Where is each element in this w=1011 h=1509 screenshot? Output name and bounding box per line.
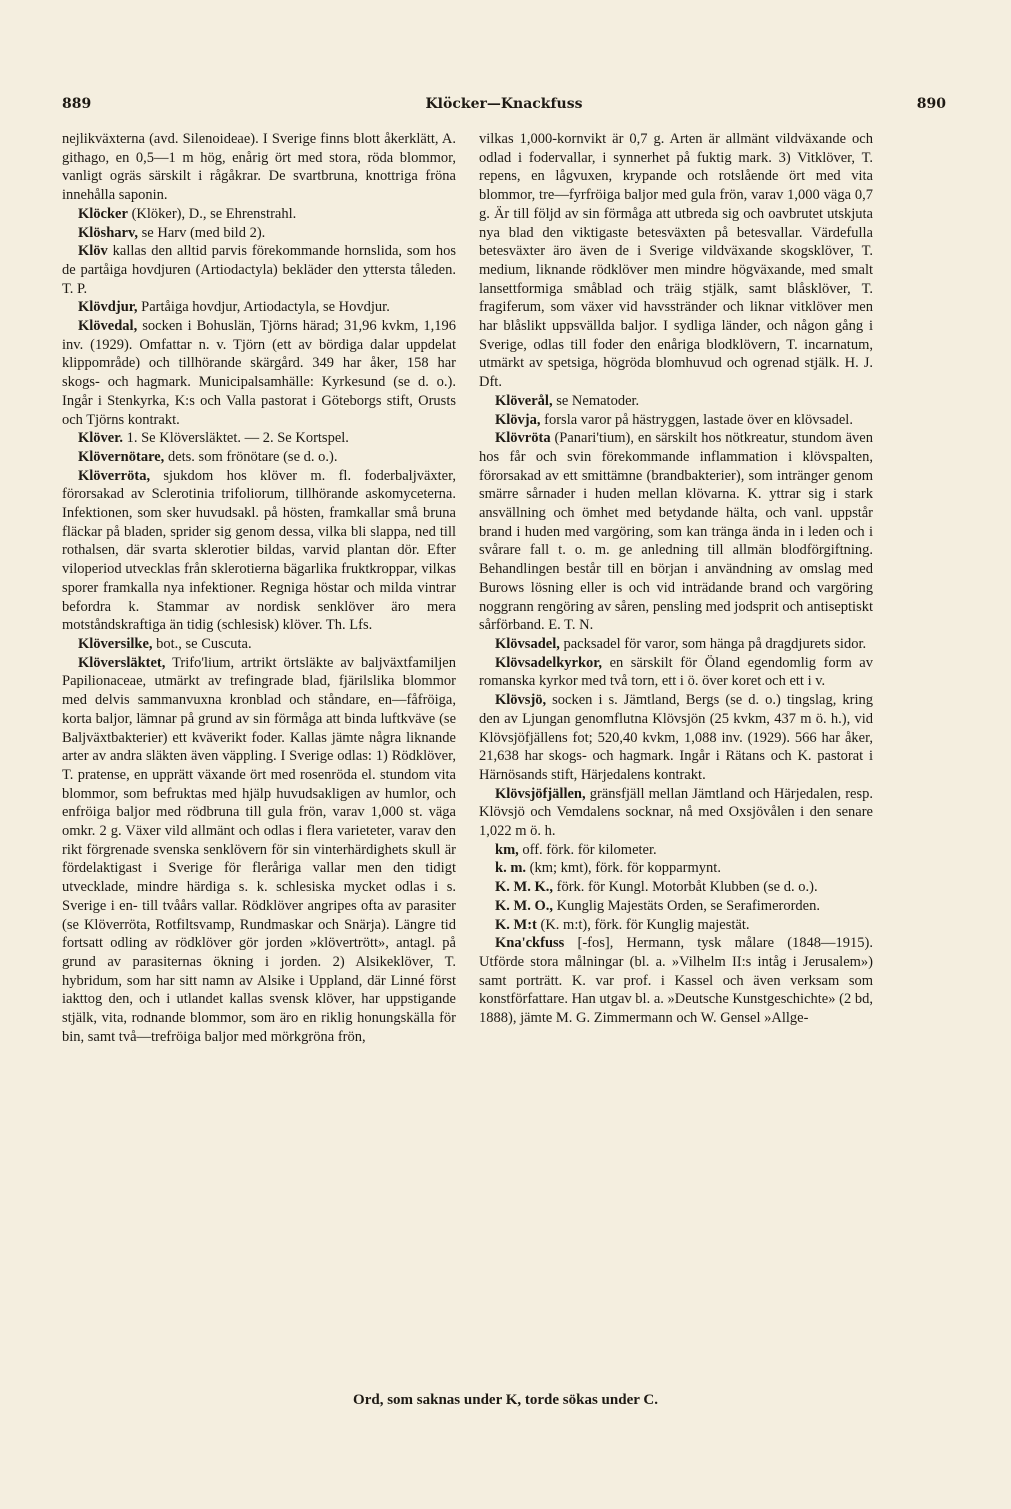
entry <box>479 411 873 430</box>
entry-headword: Klöverröta, <box>78 467 151 484</box>
entry-headword: km, <box>495 841 519 858</box>
entry-headword: Klöverål, <box>495 392 553 409</box>
entry-headword: Klövsadel, <box>495 635 560 652</box>
entry-headword: K. M. O., <box>495 897 553 914</box>
entry <box>479 392 873 411</box>
entry-text: Partåiga hovdjur, Artiodactyla, se Hovdjur. <box>137 299 390 316</box>
entry <box>62 448 456 467</box>
entry-text: se Harv (med bild 2). <box>138 224 266 241</box>
entry <box>62 429 456 448</box>
entry <box>62 224 456 243</box>
entry <box>479 635 873 654</box>
entry-text: nejlikväxterna (avd. Silenoideae). I Sverige finns blott åkerklätt, A. githago, en 0,5—1 m hög, enårig ört med stora, röda blommor, vanligt ogräs särskilt i rågåkrar. De svartbruna, knottriga fröna innehålla saponin. <box>62 131 456 204</box>
entry-headword: K. M. K., <box>495 879 553 896</box>
entry-headword: Klövja, <box>495 411 541 428</box>
entry-headword: Klövsjöfjällen, <box>495 785 586 802</box>
entry <box>62 654 456 1047</box>
entry-text: gränsfjäll mellan Jämtland och Härjedalen, resp. Klövsjö och Vemdalens socknar, nå med Oxsjövålen i den senare 1,022 m ö. h. <box>479 785 873 840</box>
entry-headword: Klövdjur, <box>78 299 138 316</box>
entry <box>62 317 456 429</box>
entry-text: bot., se Cuscuta. <box>152 635 252 652</box>
entry-headword: Klövröta <box>495 430 551 447</box>
entry-text: off. förk. för kilometer. <box>518 841 657 858</box>
entry-headword: Klövsadelkyrkor, <box>495 654 603 671</box>
entry <box>479 654 873 691</box>
entry-text: (K. m:t), förk. för Kunglig majestät. <box>536 916 750 933</box>
entry <box>479 859 873 878</box>
footer-note: Ord, som saknas under K, torde sökas under C. <box>353 1392 658 1408</box>
entry-headword: Kna'ckfuss <box>495 935 565 952</box>
entry-text: socken i s. Jämtland, Bergs (se d. o.) tingslag, kring den av Ljungan genomflutna Klövsjön (25 kvkm, 437 m ö. h.), vid Klövsjöfjällens fot; 520,40 kvkm, 1,088 inv. (1929). 566 har åker, 21,638 har skogs- och hagmark. Ingår i Rätans och K. pastorat i Härnösands stift, Härjedalens kontrakt. <box>479 692 873 783</box>
entry-text: packsadel för varor, som hänga på dragdjurets sidor. <box>559 635 867 652</box>
left-column <box>62 130 456 1046</box>
entry-headword: Klöversilke, <box>78 635 153 652</box>
entry-headword: k. m. <box>495 860 527 877</box>
entry-text: förk. för Kungl. Motorbåt Klubben (se d. o.). <box>553 879 818 896</box>
page-number-right: 890 <box>916 96 946 112</box>
entry <box>479 130 873 392</box>
entry-text: Kunglig Majestäts Orden, se Serafimerorden. <box>553 897 820 914</box>
entry-headword: Klövedal, <box>78 318 138 335</box>
entry-text: (km; kmt), förk. för kopparmynt. <box>526 860 721 877</box>
entry <box>479 897 873 916</box>
entry-text: kallas den alltid parvis förekommande hornslida, som hos de partåiga hovdjuren (Artiodactyla) bekläder den yttersta tåleden. T. P. <box>62 243 456 297</box>
entry-text: [-fos], Hermann, tysk målare (1848—1915). Utförde stora målningar (bl. a. »Vilhelm II:s intåg i Jerusalem») samt porträtt. K. var prof. i Kassel och även verksam som konstförfattare. Han utgav bl. a. »Deutsche Kunstgeschichte» (2 bd, 1888), jämte M. G. Zimmermann och W. Gensel »Allge- <box>479 935 873 1027</box>
entry <box>62 205 456 224</box>
entry <box>62 467 456 635</box>
entry-text: dets. som frönötare (se d. o.). <box>164 448 338 465</box>
entry-headword: Klöv <box>78 243 108 260</box>
entry <box>479 691 873 785</box>
page-number-left: 889 <box>62 96 92 112</box>
entry-headword: Klövsjö, <box>495 692 547 709</box>
entry-text: en särskilt för Öland egendomlig form av romanska kyrkor med två torn, ett i ö. över koret och ett i v. <box>479 654 873 690</box>
entry-headword: K. M:t <box>495 916 537 933</box>
entry-text: sjukdom hos klöver m. fl. foderbaljväxter, förorsakad av Sclerotinia trifoliorum, tillhörande askomyceterna. Infektionen, som sker huvudsakl. på hösten, framkallar små bruna fläckar på bladen, sprider sig genom dessa, vilka bli slappa, ned till rothalsen, där svarta sklerotier bildas, varvid plantan dör. Efter viloperiod utvecklas från sklerotierna bägarlika fruktkroppar, vilkas sporer framkalla nya infektioner. Regniga höstar och milda vintrar befordra k. Stammar av nordisk senklöver äro mera motståndskraftiga än tidig (schlesisk) klöver. Th. Lfs. <box>62 467 456 634</box>
entry-text: vilkas 1,000-kornvikt är 0,7 g. Arten är allmänt vildväxande och odlad i fodervallar, i synnerhet på fuktig mark. 3) Vitklöver, T. repens, en lågvuxen, krypande och rotslående ört med vita blommor, tre—fyrfröiga baljor med gula frön, varav 1,000 väga 0,7 g. Är till följd av sin förmåga att utbreda sig och oavbrutet utskjuta nya blad den viktigaste betesväxten på betesvallar. Värdefulla betesväxter äro även de i Sverige vildväxande skogsklöver, T. medium, liknande rödklöver men mindre högväxande, med smalt lansettformiga småblad och träig stjälk, samt blåsklöver, T. fragiferum, som växer vid havsstränder och liknar vitklöver men har blåslikt uppsvällda baljor. I sydliga länder, och någon gång i Sverige, odlas till foder den enåriga blodklövern, T. incarnatum, utmärkt av spetsiga, högröda blomhuvud och ogrenad stjälk. H. J. Dft. <box>479 131 873 391</box>
entry-headword: Klösharv, <box>78 224 139 241</box>
entry-text: Trifo'lium, artrikt örtsläkte av baljväxtfamiljen Papilionaceae, utmärkt av trefingrade blad, fjärilslika blommor med delvis sammanvuxna kronblad och ståndare, en—fåfröiga, korta baljor, lämnar på grund av sin förmåga att binda luftkväve (se Baljväxtbakterier) ett kväverikt foder. Kallas jämte några liknande arter av andra släkten även väppling. I Sverige odlas: 1) Rödklöver, T. pratense, en upprätt växande ört med rosenröda el. stundom vita blommor, som befruktas med hjälp huvudsakligen av humlor, och enfröiga baljor med rödbruna till gula frön, varav 1,000 st. väga omkr. 2 g. Växer vild allmänt och odlas i flera varieteter, varav den rikt förgrenade svenska senklövern för sin vinterhärdighets skull är fördelaktigast i Sverige för fleråriga vallar men den tidigt utvecklade, mindre härdiga s. k. schlesiska mycket odlas i s. Sverige i en- till tvåårs vallar. Rödklöver angripes ofta av parasiter (se Klöverröta, Rotfiltsvamp, Rundmaskar och Snärja). Längre tid fortsatt odling av rödklöver gör jorden »klövertrött», antagl. på grund av parasiternas ökning i jorden. 2) Alsikeklöver, T. hybridum, som har sitt namn av Alsike i Uppland, där Linné först iakttog den, och i utlandet kallas svensk klöver, har uppstigande stjälk, vita, rodnande blommor, som äro en riklig honungskälla för bin, samt två—trefröiga baljor med mörkgröna frön, <box>62 654 456 1045</box>
entry <box>62 242 456 298</box>
entry <box>479 878 873 897</box>
entry <box>62 635 456 654</box>
entry <box>479 934 873 1028</box>
running-title: Klöcker—Knackfuss <box>425 96 583 112</box>
entry-headword: Klöver. <box>78 430 123 447</box>
right-column <box>479 130 873 1028</box>
entry-text: (Panari'tium), en särskilt hos nötkreatur, stundom även hos får och svin förekommande inflammation i klövspalten, förorsakad av ett smittämne (brandbakterier), som intränger genom smärre sårnader i huden mellan klövarna. K. yttrar sig i stark ansvällning och ömhet med betydande hälta, och vanl. uppstår brand i huden med vargöring, som kan tränga ända in i leden och i svårare fall t. o. m. ge anledning till allmän blodförgiftning. Behandlingen består till en början i användning av omslag med Burows lösning eller is och vid inträdande brand och vargöring noggrann rengöring av såren, pensling med jodsprit och antiseptiskt sårförband. E. T. N. <box>479 430 873 634</box>
entry-headword: Klöcker <box>78 205 128 222</box>
entry-headword: Klövernötare, <box>78 448 165 465</box>
entry <box>479 785 873 841</box>
entry-text: (Klöker), D., se Ehrenstrahl. <box>127 205 297 222</box>
entry-text: 1. Se Klöversläktet. — 2. Se Kortspel. <box>122 430 349 447</box>
page-header <box>62 96 946 118</box>
entry-headword: Klöversläktet, <box>78 654 166 671</box>
entry-text: se Nematoder. <box>552 392 640 409</box>
entry <box>62 130 456 205</box>
entry-text: forsla varor på hästryggen, lastade över en klövsadel. <box>540 411 853 428</box>
entry <box>479 429 873 635</box>
entry <box>479 841 873 860</box>
entry <box>479 916 873 935</box>
entry <box>62 298 456 317</box>
entry-text: socken i Bohuslän, Tjörns härad; 31,96 kvkm, 1,196 inv. (1929). Omfattar n. v. Tjörn (ett av bördiga dalar uppdelat klippområde) och tillhörande skärgård. 349 har åker, 158 har skogs- och hagmark. Municipalsamhälle: Kyrkesund (se d. o.). Ingår i Stenkyrka, K:s och Valla pastorat i Göteborgs stift, Orusts och Tjörns kontrakt. <box>62 318 456 428</box>
